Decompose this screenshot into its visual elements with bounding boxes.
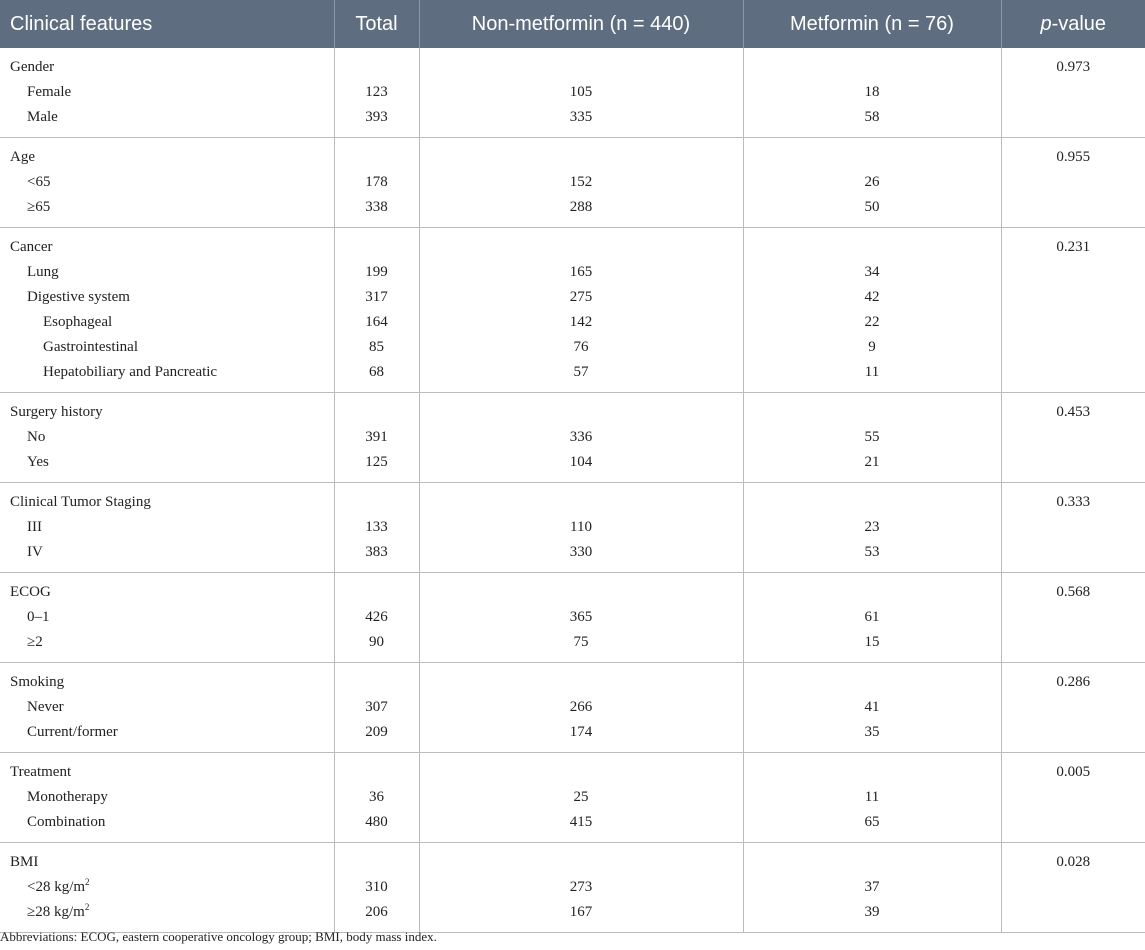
row-label-superscript: 2 [85,877,90,887]
group-p-value: 0.955 [1056,149,1091,165]
cell-non-metformin: 167 [419,900,743,933]
cell-total: 90 [334,630,419,663]
table-row [0,900,1145,933]
cell-p-value-empty [1001,785,1145,810]
row-label [0,80,334,105]
cell-non-metformin: 365 [419,605,743,630]
cell-metformin: 41 [743,695,1001,720]
row-label [0,785,334,810]
table-footnote: Abbreviations: ECOG, eastern cooperative oncology group; BMI, body mass index. [0,929,437,944]
group-metformin-empty [743,753,1001,786]
table-row [0,285,1145,310]
group-metformin-empty [743,393,1001,426]
cell-metformin: 37 [743,875,1001,900]
cell-total: 383 [334,540,419,573]
row-label-superscript: 2 [84,902,90,912]
cell-metformin: 21 [743,450,1001,483]
row-label [0,720,334,753]
group-label: Treatment [0,753,334,786]
group-label: Surgery history [0,393,334,426]
row-label [0,515,334,540]
cell-total: 310 [334,875,419,900]
row-label-text: Esophageal [43,314,113,330]
row-label [0,310,334,335]
cell-total: 85 [334,335,419,360]
row-label-text: Combination [27,814,106,830]
cell-p-value-empty [1001,360,1145,393]
row-label [0,630,334,663]
cell-non-metformin: 335 [419,105,743,138]
table-row [0,170,1145,195]
cell-total: 391 [334,425,419,450]
header-non-metformin: Non-metformin (n = 440) [419,0,743,48]
cell-p-value-empty [1001,540,1145,573]
cell-total: 123 [334,80,419,105]
table-row [0,810,1145,843]
cell-p-value-empty [1001,720,1145,753]
cell-total: 426 [334,605,419,630]
cell-metformin: 58 [743,105,1001,138]
group-total-empty [334,843,419,876]
row-label [0,695,334,720]
group-total-empty [334,138,419,171]
table-group-header-row [0,843,1145,876]
row-label-text: No [27,429,46,445]
cell-metformin: 26 [743,170,1001,195]
row-label [0,335,334,360]
group-non-metformin-empty [419,663,743,696]
group-label: Cancer [0,228,334,261]
group-metformin-empty [743,573,1001,606]
row-label [0,900,334,933]
group-label: ECOG [0,573,334,606]
cell-p-value-empty [1001,630,1145,663]
table-group-header-row [0,138,1145,171]
row-label [0,810,334,843]
table-group-header-row [0,228,1145,261]
table-row [0,540,1145,573]
cell-non-metformin: 57 [419,360,743,393]
cell-p-value-empty [1001,285,1145,310]
cell-metformin: 34 [743,260,1001,285]
group-non-metformin-empty [419,573,743,606]
group-non-metformin-empty [419,228,743,261]
group-p-value: 0.973 [1056,59,1091,75]
table-group-header-row [0,48,1145,80]
table-row [0,875,1145,900]
cell-non-metformin: 273 [419,875,743,900]
table-row [0,425,1145,450]
cell-p-value-empty [1001,425,1145,450]
row-label [0,170,334,195]
cell-metformin: 9 [743,335,1001,360]
row-label-text: Gastrointestinal [43,339,138,355]
row-label [0,875,334,900]
cell-metformin: 11 [743,360,1001,393]
cell-total: 133 [334,515,419,540]
group-non-metformin-empty [419,393,743,426]
cell-non-metformin: 76 [419,335,743,360]
row-label-text: III [27,519,42,535]
cell-metformin: 15 [743,630,1001,663]
cell-metformin: 11 [743,785,1001,810]
row-label [0,285,334,310]
row-label-text: ≥65 [27,199,51,215]
cell-p-value-empty [1001,195,1145,228]
table-row [0,80,1145,105]
cell-p-value-empty [1001,260,1145,285]
row-label-text: <65 [27,174,51,190]
group-metformin-empty [743,228,1001,261]
cell-p-value-empty [1001,900,1145,933]
row-label [0,450,334,483]
cell-non-metformin: 25 [419,785,743,810]
group-total-empty [334,753,419,786]
row-label-text: IV [27,544,43,560]
row-label-text: Male [27,109,58,125]
group-p-value: 0.028 [1056,854,1091,870]
cell-total: 338 [334,195,419,228]
cell-p-value-empty [1001,695,1145,720]
row-label-text: Current/former [27,724,118,740]
table-row [0,515,1145,540]
cell-non-metformin: 110 [419,515,743,540]
table-row [0,695,1145,720]
cell-total: 164 [334,310,419,335]
cell-total: 307 [334,695,419,720]
row-label-text: Monotherapy [27,789,108,805]
cell-p-value-empty [1001,310,1145,335]
table-row [0,310,1145,335]
group-non-metformin-empty [419,138,743,171]
cell-metformin: 39 [743,900,1001,933]
group-label: BMI [0,843,334,876]
group-metformin-empty [743,138,1001,171]
table-row [0,720,1145,753]
cell-p-value-empty [1001,515,1145,540]
group-p-value: 0.231 [1056,239,1091,255]
group-metformin-empty [743,483,1001,516]
header-metformin: Metformin (n = 76) [743,0,1001,48]
group-total-empty [334,663,419,696]
table-row [0,335,1145,360]
cell-non-metformin: 152 [419,170,743,195]
cell-total: 178 [334,170,419,195]
cell-metformin: 53 [743,540,1001,573]
header-clinical-features: Clinical features [0,0,334,48]
group-metformin-empty [743,843,1001,876]
group-total-empty [334,228,419,261]
cell-metformin: 42 [743,285,1001,310]
group-label: Smoking [0,663,334,696]
cell-metformin: 55 [743,425,1001,450]
cell-metformin: 18 [743,80,1001,105]
group-p-value: 0.333 [1056,494,1091,510]
cell-non-metformin: 275 [419,285,743,310]
table-row [0,105,1145,138]
cell-metformin: 50 [743,195,1001,228]
header-p-value [1001,0,1145,48]
row-label [0,425,334,450]
header-total: Total [334,0,419,48]
table-row [0,360,1145,393]
group-p-value: 0.005 [1056,764,1091,780]
group-p-value: 0.286 [1056,674,1091,690]
group-metformin-empty [743,48,1001,80]
table-body [0,48,1145,933]
row-label [0,105,334,138]
table-row [0,195,1145,228]
table-row [0,450,1145,483]
cell-p-value-empty [1001,605,1145,630]
cell-non-metformin: 142 [419,310,743,335]
cell-non-metformin: 288 [419,195,743,228]
row-label-text: Digestive system [27,289,130,305]
cell-p-value-empty [1001,170,1145,195]
cell-total: 199 [334,260,419,285]
header-row [0,0,1145,48]
table-row [0,785,1145,810]
cell-non-metformin: 174 [419,720,743,753]
row-label-text: 0–1 [27,609,50,625]
cell-non-metformin: 266 [419,695,743,720]
cell-non-metformin: 165 [419,260,743,285]
cell-p-value-empty [1001,810,1145,843]
group-p-value: 0.568 [1056,584,1091,600]
group-p-value: 0.453 [1056,404,1091,420]
group-non-metformin-empty [419,48,743,80]
row-label-text: Never [27,699,64,715]
row-label [0,360,334,393]
cell-non-metformin: 415 [419,810,743,843]
row-label-text: Hepatobiliary and Pancreatic [43,364,218,380]
header-p-suffix: -value [1051,12,1107,35]
cell-metformin: 35 [743,720,1001,753]
cell-total: 36 [334,785,419,810]
header-p-italic: p [1040,12,1052,35]
cell-non-metformin: 75 [419,630,743,663]
row-label-text: ≥28 kg/m [27,904,85,920]
row-label-text: ≥2 [27,634,43,650]
row-label [0,260,334,285]
cell-metformin: 23 [743,515,1001,540]
table-row [0,605,1145,630]
table-group-header-row [0,573,1145,606]
row-label-text: <28 kg/m [27,879,86,895]
cell-total: 125 [334,450,419,483]
cell-total: 209 [334,720,419,753]
cell-total: 317 [334,285,419,310]
cell-non-metformin: 330 [419,540,743,573]
cell-total: 206 [334,900,419,933]
table-group-header-row [0,393,1145,426]
table-header [0,0,1145,48]
cell-p-value-empty [1001,80,1145,105]
table-group-header-row [0,663,1145,696]
cell-p-value-empty [1001,450,1145,483]
group-total-empty [334,48,419,80]
group-label: Clinical Tumor Staging [0,483,334,516]
group-total-empty [334,393,419,426]
cell-non-metformin: 105 [419,80,743,105]
cell-total: 480 [334,810,419,843]
row-label [0,540,334,573]
table-row [0,260,1145,285]
group-total-empty [334,483,419,516]
group-non-metformin-empty [419,753,743,786]
group-non-metformin-empty [419,843,743,876]
row-label [0,195,334,228]
cell-non-metformin: 336 [419,425,743,450]
cell-metformin: 22 [743,310,1001,335]
row-label-text: Lung [27,264,59,280]
cell-total: 68 [334,360,419,393]
group-label: Gender [0,48,334,80]
cell-non-metformin: 104 [419,450,743,483]
group-non-metformin-empty [419,483,743,516]
cell-total: 393 [334,105,419,138]
group-total-empty [334,573,419,606]
cell-p-value-empty [1001,875,1145,900]
table-group-header-row [0,483,1145,516]
row-label [0,605,334,630]
cell-metformin: 65 [743,810,1001,843]
group-label: Age [0,138,334,171]
row-label-text: Yes [27,454,49,470]
group-metformin-empty [743,663,1001,696]
cell-metformin: 61 [743,605,1001,630]
cell-p-value-empty [1001,105,1145,138]
cell-p-value-empty [1001,335,1145,360]
row-label-text: Female [27,84,72,100]
table-row [0,630,1145,663]
table-group-header-row [0,753,1145,786]
